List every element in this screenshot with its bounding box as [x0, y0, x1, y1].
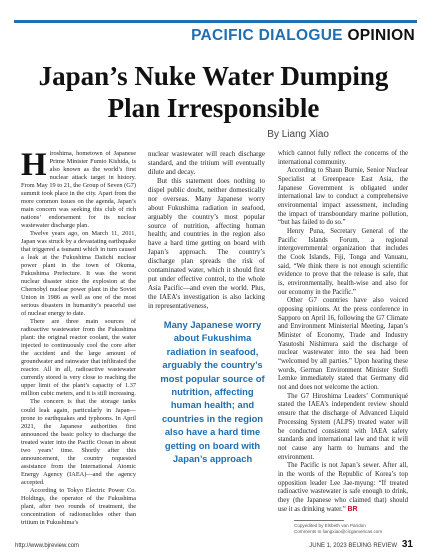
section-label-pacific-dialogue: PACIFIC DIALOGUE: [191, 27, 343, 44]
paragraph: The concern is that the storage tanks could leak again, particularly in Japan—prone to earthquakes and typhoons. In April 2021, the Japanese authorities first announced the basic policy to discharge the treated water into the Pacific Ocean in about two years’ time. Shortly after this announcement, the country requested assistance from the International Atomic Energy Agency (IAEA)—and the agency accepted.: [21, 398, 136, 486]
paragraph: There are three main sources of radioactive wastewater from the Fukushima plant: the original reactor coolant, the water injected to continuously cool the core after the accident and the large amount of groundwater and rainwater that infiltrated the reactor. All in all, radioactive wastewater currently stored is very close to reaching the upper limit of the plant’s capacity of 1.37 million cubic meters, and it is still increasing.: [21, 318, 136, 398]
section-label-opinion: OPINION: [347, 27, 415, 44]
headline-line-2: Plan Irresponsible: [107, 93, 320, 123]
article-headline: [0, 60, 427, 124]
article-column-3: [278, 150, 408, 514]
paragraph: Other G7 countries have also voiced opposing opinions. At the press conference in Sapporo on April 16, following the G7 Climate and Environment Ministerial Meeting, Japan’s Minister of Economy, Trade and Industry Yasutoshi Nishimura said the discharge of nuclear wastewater into the sea had been “welcomed by all parties.” Upon hearing these words, German Environment Minister Steffi Lemke immediately stated that Germany did not and does not welcome the action.: [278, 297, 408, 392]
credits: [294, 523, 382, 535]
paragraph: nuclear wastewater will reach discharge standard, and the tritium will eventually dilute and decay.: [148, 150, 265, 176]
paragraph: Twelve years ago, on March 11, 2011, Japan was struck by a devastating earthquake that triggered a tsunami which in turn caused a leak at the Fukushima Daiichi nuclear power plant in the town of Okuma, Fukushima Prefecture. It was the worst nuclear disaster since the explosion at the Chernobyl nuclear power plant in the Soviet Union in 1986 as well as one of the most serious disasters in humanity’s peaceful use of nuclear energy to date.: [21, 230, 136, 318]
drop-cap: H: [21, 147, 47, 183]
footer-issue: JUNE 1, 2023 BEIJING REVIEW: [309, 543, 397, 549]
paragraph: Hiroshima, hometown of Japanese Prime Minister Fumio Kishida, is also known as the world’s first nuclear attack target in history. From May 19 to 21, the Group of Seven (G7) summit took place in the city. Apart from the more common issues on the agenda, Japan’s main concern was seeking this club of rich nations’ endorsement for its nuclear wastewater discharge plan.: [21, 147, 136, 230]
paragraph: Henry Puna, Secretary General of the Pacific Islands Forum, a regional intergovernmental organization that includes the Cook Islands, Fiji, Tonga and Vanuatu, said, “We think there is not enough scientific evidence to prove that the release is safe, that is, environmentally, health-wise and also for our economy in the Pacific.”: [278, 228, 408, 296]
paragraph: The G7 Hiroshima Leaders’ Communiqué stated the IAEA’s independent review should ensure that the discharge of Advanced Liquid Processing System (ALPS) treated water will be conducted consistent with IAEA safety standards and international law and that it will not cause any harm to humans and the environment.: [278, 392, 408, 461]
pull-quote: Many Japanese worry about Fukushima radiation in seafood, arguably the country’s most popular source of nutrition, affecting human health; and countries in the region also have a hard time getting on board with Japan’s approach: [160, 319, 265, 465]
end-mark: BR: [347, 505, 358, 513]
paragraph: The Pacific is not Japan’s sewer. After all, in the words of the Republic of Korea’s top opposition leader Lee Jae-myung: “If treated radioactive wastewater is safe enough to drink, they (the Japanese who claimed that) should use it as drinking water.” BR: [278, 462, 408, 513]
paragraph: which cannot fully reflect the concerns of the international community.: [278, 150, 408, 166]
byline: By Liang Xiao: [267, 129, 329, 140]
paragraph: But this statement does nothing to dispel public doubt, neither domestically nor overseas. Many Japanese worry about Fukushima radiation in seafood, arguably the country’s most popular source of nutrition, affecting human health; and countries in the region also have a hard time getting on board with Japan’s approach. The country’s discharge plan spreads the risk of contaminated water, which it should first put under effective control, to the whole Asia Pacific—and even the world. Plus, the IAEA’s investigation is also lacking in representativeness,: [148, 176, 265, 310]
paragraph: According to Tokyo Electric Power Co. Holdings, the operator of the Fukushima plant, after two rounds of treatment, the concentration of radionuclides other than tritium in Fukushima’s: [21, 486, 136, 526]
copyedit-credit: Copyedited by Elsbeth van Paridon: [294, 523, 366, 528]
header-rule: [14, 20, 417, 23]
section-label: [191, 27, 415, 45]
article-column-2: [148, 150, 265, 311]
footer-url: http://www.bjreview.com: [15, 543, 80, 549]
credits-rule: [294, 520, 344, 521]
contact-email: Comments to liangxiao@cicgamericas.com: [294, 529, 383, 534]
article-column-1: [21, 147, 136, 527]
paragraph: According to Shaun Burnie, Senior Nuclear Specialist at Greenpeace East Asia, the Japanese Government is obligated under international law to conduct a comprehensive environmental impact assessment, including the impact of transboundary marine pollution, “but has failed to do so.”: [278, 167, 408, 227]
headline-line-1: Japan’s Nuke Water Dumping: [38, 61, 389, 91]
page-number: 31: [401, 539, 413, 550]
